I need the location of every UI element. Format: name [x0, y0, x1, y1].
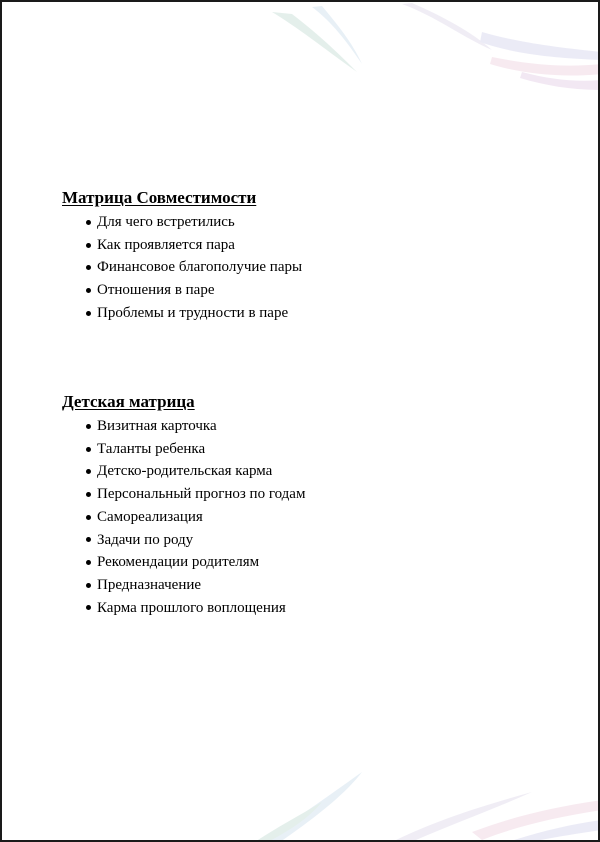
- bullet-list: [62, 415, 305, 619]
- child-matrix-section: [62, 391, 305, 619]
- bullet-icon: [86, 288, 91, 293]
- watercolor-decoration-bottom: [242, 762, 600, 842]
- bullet-icon: [86, 492, 91, 497]
- list-item-text: Как проявляется пара: [97, 236, 235, 253]
- bullet-icon: [86, 220, 91, 225]
- bullet-list: [62, 211, 302, 325]
- list-item: [86, 415, 305, 438]
- bullet-icon: [86, 515, 91, 520]
- bullet-icon: [86, 311, 91, 316]
- list-item-text: Самореализация: [97, 508, 203, 525]
- list-item-text: Задачи по роду: [97, 531, 194, 548]
- list-item-text: Персональный прогноз по годам: [97, 486, 306, 503]
- list-item: [86, 302, 302, 325]
- list-item: [86, 506, 305, 529]
- list-item-text: Детско-родительская карма: [97, 463, 273, 480]
- bullet-icon: [86, 469, 91, 474]
- bullet-icon: [86, 265, 91, 270]
- compatibility-matrix-section: [62, 187, 302, 325]
- list-item-text: Рекомендации родителям: [97, 554, 260, 571]
- bullet-icon: [86, 424, 91, 429]
- list-item-text: Финансовое благополучие пары: [97, 259, 303, 276]
- list-item: [86, 211, 302, 234]
- bullet-icon: [86, 447, 91, 452]
- list-item: [86, 438, 305, 461]
- list-item: [86, 234, 302, 257]
- list-item: [86, 529, 305, 552]
- list-item-text: Таланты ребенка: [97, 440, 206, 457]
- list-item-text: Для чего встретились: [97, 214, 235, 230]
- list-item-text: Предназначение: [97, 576, 202, 593]
- list-item: [86, 574, 305, 597]
- watercolor-decoration-top: [252, 2, 600, 92]
- bullet-icon: [86, 583, 91, 588]
- bullet-icon: [86, 605, 91, 610]
- list-item: [86, 551, 305, 574]
- section-title: Матрица Совместимости: [62, 188, 257, 207]
- bullet-icon: [86, 537, 91, 542]
- list-item-text: Визитная карточка: [97, 418, 217, 434]
- section-title: Детская матрица: [62, 392, 195, 411]
- list-item: [86, 460, 305, 483]
- list-item-text: Проблемы и трудности в паре: [97, 304, 289, 321]
- bullet-icon: [86, 243, 91, 248]
- list-item: [86, 483, 305, 506]
- list-item-text: Карма прошлого воплощения: [97, 599, 286, 616]
- list-item: [86, 279, 302, 302]
- bullet-icon: [86, 560, 91, 565]
- list-item-text: Отношения в паре: [97, 282, 215, 299]
- list-item: [86, 597, 305, 620]
- list-item: [86, 256, 302, 279]
